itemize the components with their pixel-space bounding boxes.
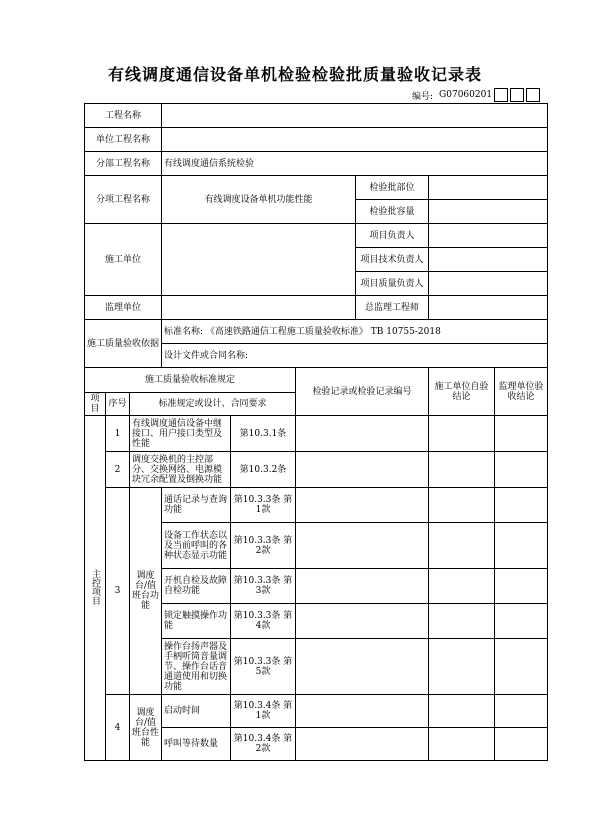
supervision-conclusion-field[interactable] — [495, 604, 548, 639]
supervision-unit-label: 监理单位 — [85, 296, 162, 320]
basis-label: 施工质量验收依据 — [85, 320, 162, 368]
requirement-desc: 操作台扬声器及手柄听筒音量调节、操作台话音通道使用和切换功能 — [162, 639, 231, 695]
unit-project-field[interactable] — [162, 128, 548, 152]
clause-cell: 第10.3.3条 第5款 — [231, 639, 296, 695]
record-field[interactable] — [296, 639, 429, 695]
clause-cell: 第10.3.1条 — [231, 416, 296, 452]
form-code — [412, 88, 540, 102]
supervision-conclusion-header: 监理单位验收结论 — [495, 368, 548, 416]
record-field[interactable] — [296, 488, 429, 523]
construction-conclusion-field[interactable] — [429, 488, 495, 523]
quality-leader-field[interactable] — [429, 272, 548, 296]
project-leader-field[interactable] — [429, 224, 548, 248]
requirement-desc: 设备工作状态以及当前呼叫的各种状态显示功能 — [162, 523, 231, 569]
construction-conclusion-field[interactable] — [429, 604, 495, 639]
clause-cell: 第10.3.3条 第4款 — [231, 604, 296, 639]
clause-cell: 第10.3.4条 第1款 — [231, 695, 296, 728]
requirement-header: 标准规定或设计、合同要求 — [130, 393, 296, 416]
construction-unit-field[interactable] — [162, 224, 356, 296]
supervision-conclusion-field[interactable] — [495, 488, 548, 523]
inspection-table — [84, 103, 548, 761]
tech-leader-field[interactable] — [429, 248, 548, 272]
supervision-conclusion-field[interactable] — [495, 452, 548, 488]
quality-leader-label: 项目质量负责人 — [356, 272, 429, 296]
project-name-field[interactable] — [162, 104, 548, 128]
batch-capacity-label: 检验批容量 — [356, 200, 429, 224]
construction-unit-label: 施工单位 — [85, 224, 162, 296]
batch-capacity-field[interactable] — [429, 200, 548, 224]
construction-conclusion-field[interactable] — [429, 695, 495, 728]
construction-conclusion-field[interactable] — [429, 416, 495, 452]
record-field[interactable] — [296, 452, 429, 488]
clause-cell: 第10.3.3条 第3款 — [231, 569, 296, 604]
sub-project-label: 分部工程名称 — [85, 152, 162, 176]
chief-supervisor-field[interactable] — [429, 296, 548, 320]
code-box[interactable] — [494, 88, 508, 102]
supervision-conclusion-field[interactable] — [495, 639, 548, 695]
requirement-desc: 调度交换机的主控部分、交换网络、电源模块冗余配置及倒换功能 — [130, 452, 231, 488]
clause-cell: 第10.3.3条 第1款 — [231, 488, 296, 523]
requirement-desc: 启动时间 — [162, 695, 231, 728]
project-leader-label: 项目负责人 — [356, 224, 429, 248]
requirement-desc: 通话记录与查询功能 — [162, 488, 231, 523]
requirement-desc: 开机自检及故障自检功能 — [162, 569, 231, 604]
requirement-desc: 有线调度通信设备中继接口、用户接口类型及性能 — [130, 416, 231, 452]
clause-cell: 第10.3.3条 第2款 — [231, 523, 296, 569]
construction-conclusion-field[interactable] — [429, 523, 495, 569]
record-field[interactable] — [296, 523, 429, 569]
construction-conclusion-field[interactable] — [429, 452, 495, 488]
page-title: 有线调度通信设备单机检验检验批质量验收记录表 — [107, 65, 482, 84]
group-label: 调度台/值班台性能 — [130, 695, 162, 761]
code-box[interactable] — [526, 88, 540, 102]
record-field[interactable] — [296, 604, 429, 639]
supervision-conclusion-field[interactable] — [495, 695, 548, 728]
clause-cell: 第10.3.2条 — [231, 452, 296, 488]
item-project-value: 有线调度设备单机功能性能 — [162, 176, 356, 224]
std-spec-header: 施工质量验收标准规定 — [85, 368, 296, 393]
construction-conclusion-field[interactable] — [429, 639, 495, 695]
code-label: 编号: — [412, 91, 434, 102]
seq-cell: 3 — [106, 488, 130, 695]
construction-conclusion-field[interactable] — [429, 569, 495, 604]
item-project-label: 分项工程名称 — [85, 176, 162, 224]
supervision-conclusion-field[interactable] — [495, 569, 548, 604]
seq-cell: 2 — [106, 452, 130, 488]
tech-leader-label: 项目技术负责人 — [356, 248, 429, 272]
item-header: 项目 — [85, 393, 106, 416]
project-name-label: 工程名称 — [85, 104, 162, 128]
supervision-conclusion-field[interactable] — [495, 728, 548, 761]
standard-name: 标准名称: 《高速铁路通信工程施工质量验收标准》 TB 10755-2018 — [162, 320, 548, 344]
supervision-conclusion-field[interactable] — [495, 523, 548, 569]
record-field[interactable] — [296, 569, 429, 604]
supervision-unit-field[interactable] — [162, 296, 356, 320]
supervision-conclusion-field[interactable] — [495, 416, 548, 452]
requirement-desc: 锁定触摸操作功能 — [162, 604, 231, 639]
requirement-desc: 呼叫等待数量 — [162, 728, 231, 761]
record-header: 检验记录或检验记录编号 — [296, 368, 429, 416]
code-value: G07060201 — [439, 90, 493, 100]
construction-conclusion-header: 施工单位自验结论 — [429, 368, 495, 416]
seq-cell: 1 — [106, 416, 130, 452]
batch-location-label: 检验批部位 — [356, 176, 429, 200]
seq-cell: 4 — [106, 695, 130, 761]
construction-conclusion-field[interactable] — [429, 728, 495, 761]
design-docs: 设计文件或合同名称: — [162, 344, 548, 368]
clause-cell: 第10.3.4条 第2款 — [231, 728, 296, 761]
code-box[interactable] — [510, 88, 524, 102]
main-control-label: 主控项目 — [85, 416, 106, 761]
seq-header: 序号 — [106, 393, 130, 416]
record-field[interactable] — [296, 728, 429, 761]
batch-location-field[interactable] — [429, 176, 548, 200]
unit-project-label: 单位工程名称 — [85, 128, 162, 152]
chief-supervisor-label: 总监理工程师 — [356, 296, 429, 320]
record-field[interactable] — [296, 695, 429, 728]
group-label: 调度台/值班台功能 — [130, 488, 162, 695]
record-field[interactable] — [296, 416, 429, 452]
sub-project-value: 有线调度通信系统检验 — [162, 152, 548, 176]
